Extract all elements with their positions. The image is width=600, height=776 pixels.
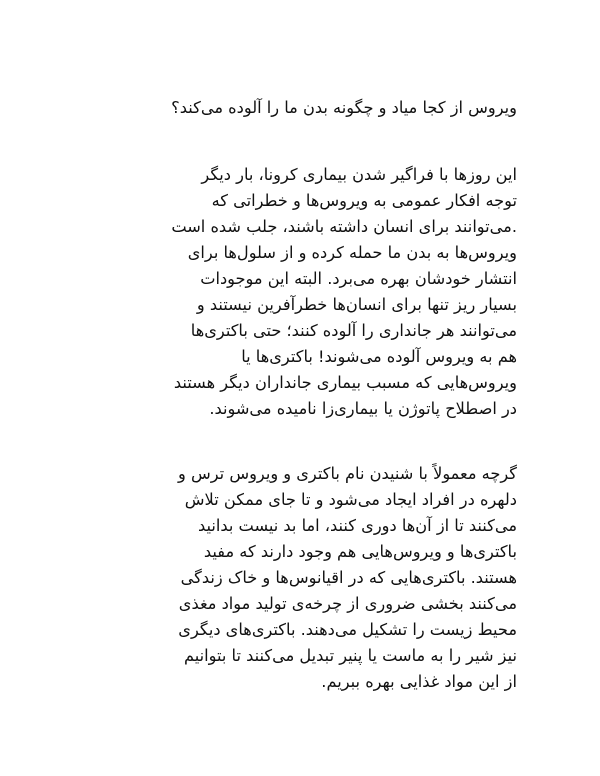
paragraph-1-line: می‌توانند هر جانداری را آلوده کنند؛ حتی باکتری‌ها [190,321,517,340]
paragraph-1-line: توجه افکار عمومی به ویروس‌ها و خطراتی که [211,191,517,210]
paragraph-2-line: می‌کنند بخشی ضروری از چرخه‌ی تولید مواد مغذی [178,594,517,613]
paragraph-2-line: می‌کنند تا از آن‌ها دوری کنند، اما بد نیست بدانید [198,516,517,535]
paragraph-2-line: دلهره در افراد ایجاد می‌شود و تا جای ممکن تلاش [184,490,517,509]
paragraph-1-line: این روزها با فراگیر شدن بیماری کرونا، بار دیگر [201,165,517,184]
paragraph-1-line: بسیار ریز تنها برای انسان‌ها خطرآفرین نیستند و [196,295,517,314]
paragraph-2-line: نیز شیر را به ماست یا پنیر تبدیل می‌کنند تا بتوانیم [184,646,517,665]
paragraph-1-line: می‌توانند برای انسان داشته باشند، جلب شده است. [171,217,517,236]
document-title: ویروس از کجا میاد و چگونه بدن ما را آلوده می‌کند؟ [171,98,517,117]
paragraph-1-line: .در اصطلاح پاتوژن یا بیماری‌زا نامیده می‌شوند [209,399,517,418]
paragraph-2-line: .از این مواد غذایی بهره ببریم [321,672,517,691]
paragraph-2-line: باکتری‌ها و ویروس‌هایی هم وجود دارند که مفید [203,542,517,561]
paragraph-1-line: انتشار خودشان بهره می‌برد. البته این موجودات [200,269,517,288]
paragraph-2-line: گرچه معمولاً با شنیدن نام باکتری و ویروس ترس و [178,464,517,483]
paragraph-2-line: هستند. باکتری‌هایی که در اقیانوس‌ها و خاک زندگی [180,568,517,587]
paragraph-1-line: ویروس‌هایی که مسبب بیماری جانداران دیگر هستند [173,373,517,392]
paragraph-2-line: محیط زیست را تشکیل می‌دهند. باکتری‌های دیگری [178,620,517,639]
paragraph-1-line: هم به ویروس آلوده می‌شوند! باکتری‌ها یا [241,347,517,366]
paragraph-1-line: ویروس‌ها به بدن ما حمله کرده و از سلول‌ها برای [187,243,517,262]
